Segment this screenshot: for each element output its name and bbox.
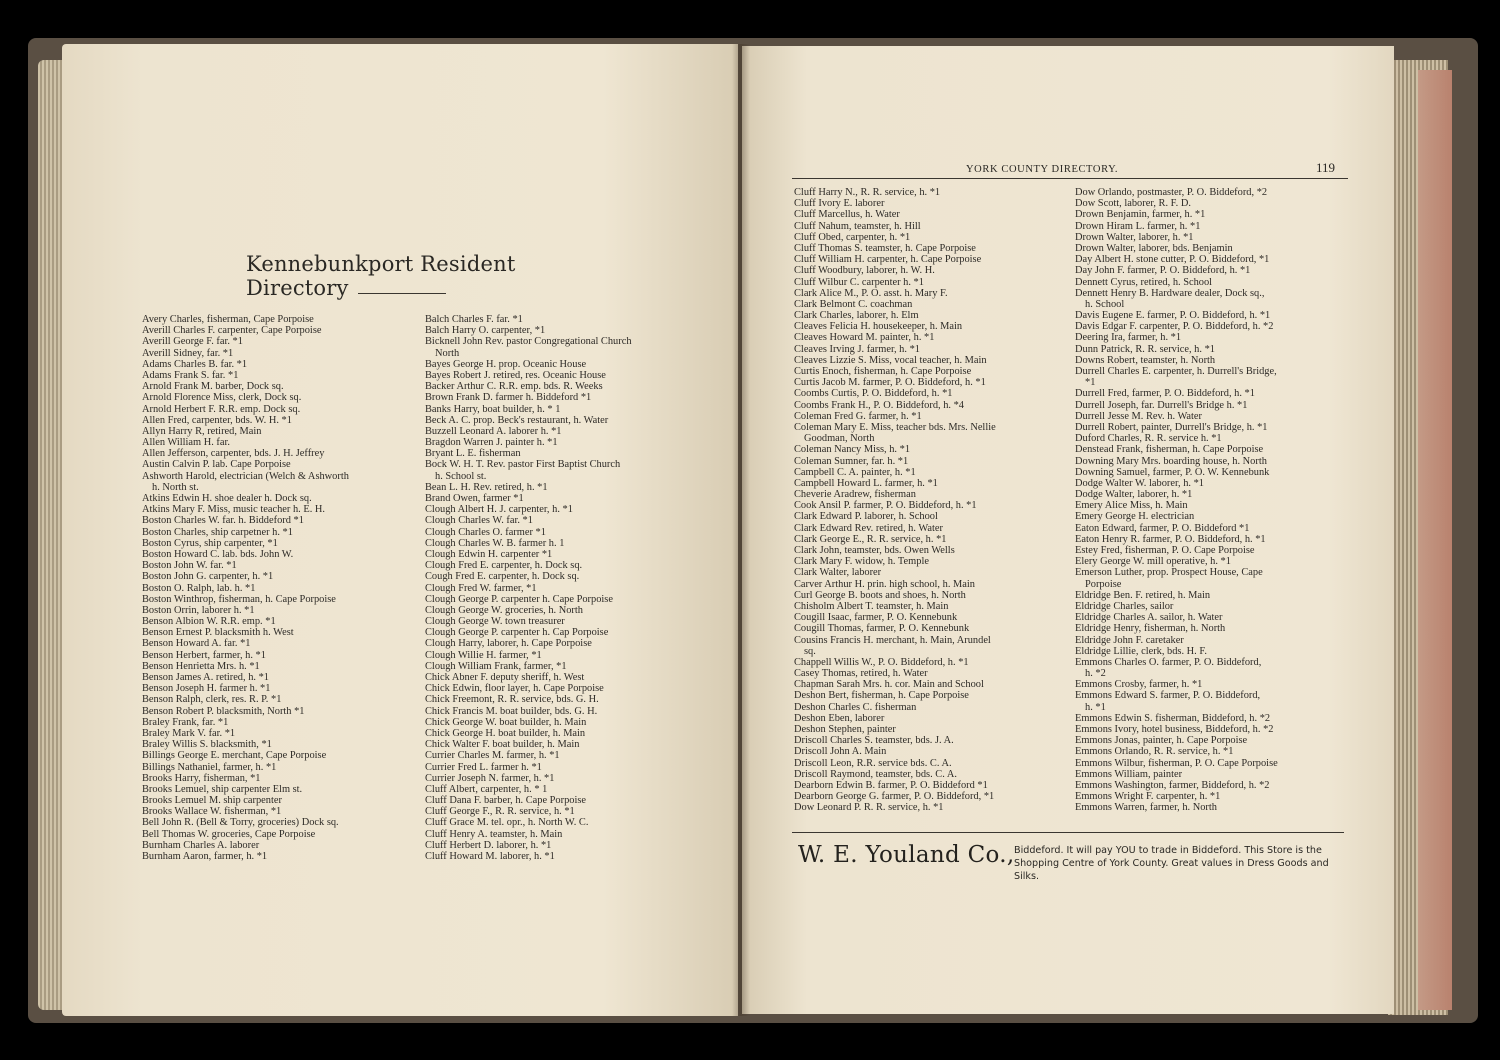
directory-entry: Chick George W. boat builder, h. Main: [425, 716, 587, 728]
directory-entry: Eldridge Charles, sailor: [1075, 600, 1174, 612]
directory-entry: Clough Albert H. J. carpenter, h. *1: [425, 504, 573, 516]
directory-entry: Bragdon Warren J. painter h. *1: [425, 437, 558, 449]
advert-rule: [792, 832, 1344, 833]
directory-entry: Bayes George H. prop. Oceanic House: [425, 358, 587, 370]
directory-entry: Cluff Dana F. barber, h. Cape Porpoise: [425, 795, 587, 807]
directory-entry: Clark George E., R. R. service, h. *1: [794, 533, 947, 545]
directory-entry: Atkins Edwin H. shoe dealer h. Dock sq.: [142, 493, 312, 504]
directory-entry: Clough Charles W. B. farmer h. 1: [425, 537, 565, 549]
directory-entry: Chappell Willis W., P. O. Biddeford, h. *1: [794, 656, 969, 668]
directory-entry: Allen William H. far.: [142, 437, 230, 449]
directory-entry: Coleman Nancy Miss, h. *1: [794, 444, 911, 456]
directory-entry: Cluff Howard M. laborer, h. *1: [425, 851, 555, 862]
directory-entry: Dennett Cyrus, retired, h. School: [1075, 276, 1213, 288]
directory-entry: Day Albert H. stone cutter, P. O. Biddeford, *1: [1075, 254, 1270, 266]
directory-entry: Balch Harry O. carpenter, *1: [425, 325, 546, 337]
directory-entry: Clough Harry, laborer, h. Cape Porpoise: [425, 638, 592, 650]
directory-entry: Allyn Harry R, retired, Main: [142, 425, 262, 437]
directory-entry: Cluff Harry N., R. R. service, h. *1: [794, 187, 941, 198]
directory-entry: Curtis Jacob M. farmer, P. O. Biddeford, h. *1: [794, 377, 986, 389]
directory-entry: Currier Fred L. farmer h. *1: [425, 761, 542, 773]
directory-entry: Chick Edwin, floor layer, h. Cape Porpoise: [425, 683, 604, 695]
directory-entry: Eaton Edward, farmer, P. O. Biddeford *1: [1075, 522, 1250, 534]
directory-entry: Campbell C. A. painter, h. *1: [794, 466, 916, 478]
directory-entry: Denstead Frank, fisherman, h. Cape Porpoise: [1075, 444, 1264, 456]
directory-entry: Cluff Marcellus, h. Water: [794, 209, 900, 221]
directory-entry: Downing Mary Mrs. boarding house, h. North: [1075, 455, 1267, 467]
directory-entry: Clough George W. town treasurer: [425, 616, 565, 628]
directory-entry: Deshon Bert, fisherman, h. Cape Porpoise: [794, 690, 969, 702]
directory-entry: Eldridge Lillie, clerk, bds. H. F.: [1075, 645, 1207, 657]
directory-entry: Deshon Eben, laborer: [794, 712, 885, 724]
directory-entry: Carver Arthur H. prin. high school, h. Main: [794, 578, 975, 590]
directory-entry: Allen Fred, carpenter, bds. W. H. *1: [142, 414, 292, 426]
directory-entry: Cougill Thomas, farmer, P. O. Kennebunk: [794, 623, 970, 635]
spine-gutter: [732, 44, 750, 1016]
directory-entry: Dennett Henry B. Hardware dealer, Dock sq.,: [1075, 287, 1265, 299]
directory-entry: Cluff Wilbur C. carpenter h. *1: [794, 276, 924, 288]
directory-entry: Emery Alice Miss, h. Main: [1075, 500, 1188, 512]
directory-entry: Arnold Frank M. barber, Dock sq.: [142, 381, 284, 393]
directory-entry: Chick George H. boat builder, h. Main: [425, 727, 586, 739]
directory-entry: Cluff Nahum, teamster, h. Hill: [794, 220, 921, 232]
right-block-edge: [1418, 70, 1452, 1010]
directory-entry: Deering Ira, farmer, h. *1: [1075, 332, 1182, 344]
directory-entry: Drown Walter, laborer, h. *1: [1075, 231, 1194, 243]
directory-entry: Clark Alice M., P. O. asst. h. Mary F.: [794, 287, 948, 299]
directory-entry: Emmons Charles O. farmer, P. O. Biddeford,: [1075, 656, 1262, 668]
left-column-1: [142, 314, 414, 862]
directory-entry: Durrell Fred, farmer, P. O. Biddeford, h. *1: [1075, 388, 1255, 400]
directory-entry: Brooks Lemuel M. ship carpenter: [142, 795, 282, 807]
directory-entry: Porpoise: [1085, 578, 1122, 590]
directory-entry: Clough Charles W. far. *1: [425, 515, 533, 527]
directory-entry: Clough Edwin H. carpenter *1: [425, 548, 553, 560]
directory-entry: Driscoll Leon, R.R. service bds. C. A.: [794, 757, 952, 769]
title-rule: [358, 293, 446, 294]
page-number: 119: [1316, 160, 1336, 175]
directory-entry: Durrell Jesse M. Rev. h. Water: [1075, 410, 1202, 422]
left-column-2: [425, 314, 700, 862]
directory-entry: Emmons Crosby, farmer, h. *1: [1075, 679, 1203, 691]
directory-entry: Elery George W. mill operative, h. *1: [1075, 556, 1231, 568]
directory-entry: Billings Nathaniel, farmer, h. *1: [142, 761, 277, 773]
directory-entry: Emmons William, painter: [1075, 768, 1183, 780]
header-rule: [792, 178, 1348, 179]
directory-entry: Dodge Walter W. laborer, h. *1: [1075, 477, 1204, 489]
directory-entry: Emmons Warren, farmer, h. North: [1075, 802, 1217, 814]
directory-entry: Chick Walter F. boat builder, h. Main: [425, 739, 580, 751]
directory-entry: Burnham Aaron, farmer, h. *1: [142, 851, 268, 862]
directory-entry: Eldridge Ben. F. retired, h. Main: [1075, 589, 1211, 601]
directory-entry: Coombs Curtis, P. O. Biddeford, h. *1: [794, 388, 953, 400]
directory-entry: Brooks Wallace W. fisherman, *1: [142, 806, 282, 818]
directory-entry: sq.: [804, 645, 816, 657]
directory-entry: Cluff Albert, carpenter, h. * 1: [425, 783, 548, 795]
directory-entry: Bell John R. (Bell & Torry, groceries) Dock sq.: [142, 817, 339, 829]
directory-entry: Cleaves Irving J. farmer, h. *1: [794, 343, 920, 355]
directory-entry: Eldridge Henry, fisherman, h. North: [1075, 623, 1226, 635]
directory-title: Kennebunkport Resident Directory: [246, 252, 516, 300]
directory-entry: Brown Frank D. farmer h. Biddeford *1: [425, 392, 592, 404]
directory-entry: Emmons Washington, farmer, Biddeford, h. *2: [1075, 779, 1270, 791]
directory-entry: Emmons Wilbur, fisherman, P. O. Cape Porpoise: [1075, 757, 1278, 769]
directory-entry: Coleman Sumner, far. h. *1: [794, 455, 909, 467]
directory-entry: Burnham Charles A. laborer: [142, 839, 260, 851]
directory-entry: Chick Abner F. deputy sheriff, h. West: [425, 672, 585, 683]
directory-entry: Cleaves Howard M. painter, h. *1: [794, 332, 935, 344]
directory-entry: Billings George E. merchant, Cape Porpoise: [142, 750, 327, 762]
directory-entry: Clark Edward P. laborer, h. School: [794, 511, 938, 523]
directory-entry: Downs Robert, teamster, h. North: [1075, 354, 1216, 366]
directory-entry: Clark Mary F. widow, h. Temple: [794, 556, 929, 568]
directory-entry: Casey Thomas, retired, h. Water: [794, 668, 928, 680]
directory-entry: h. School st.: [435, 470, 487, 482]
directory-entry: Emmons Jonas, painter, h. Cape Porpoise: [1075, 735, 1248, 747]
directory-entry: Clough George W. groceries, h. North: [425, 604, 583, 616]
directory-entry: Cluff George F., R. R. service, h. *1: [425, 806, 575, 818]
directory-entry: Cluff Herbert D. laborer, h. *1: [425, 839, 552, 851]
directory-entry: Currier Joseph N. farmer, h. *1: [425, 772, 555, 784]
directory-entry: Bryant L. E. fisherman: [425, 448, 521, 460]
directory-entry: Boston O. Ralph, lab. h. *1: [142, 582, 256, 594]
directory-entry: Dow Orlando, postmaster, P. O. Biddeford, *2: [1075, 187, 1268, 198]
directory-entry: Clark Edward Rev. retired, h. Water: [794, 522, 943, 534]
directory-entry: Duford Charles, R. R. service h. *1: [1075, 433, 1222, 445]
right-column-2: [1075, 187, 1350, 814]
directory-entry: Boston John W. far. *1: [142, 560, 237, 572]
directory-entry: Arnold Florence Miss, clerk, Dock sq.: [142, 392, 302, 404]
directory-entry: h. *1: [1085, 701, 1106, 713]
directory-entry: Cousins Francis H. merchant, h. Main, Arundel: [794, 634, 991, 646]
directory-entry: Clough George P. carpenter h. Cape Porpoise: [425, 593, 613, 605]
directory-entry: Ashworth Harold, electrician (Welch & Ashworth: [142, 470, 349, 482]
directory-entry: Coleman Mary E. Miss, teacher bds. Mrs. Nellie: [794, 421, 996, 433]
directory-entry: *1: [1085, 377, 1096, 389]
directory-entry: Durrell Charles E. carpenter, h. Durrell's Bridge,: [1075, 366, 1277, 377]
directory-entry: Currier Charles M. farmer, h. *1: [425, 750, 560, 762]
directory-entry: Eldridge John F. caretaker: [1075, 634, 1184, 646]
directory-entry: Driscoll Raymond, teamster, bds. C. A.: [794, 768, 957, 780]
directory-entry: Emmons Edwin S. fisherman, Biddeford, h. *2: [1075, 712, 1271, 724]
directory-entry: Dodge Walter, laborer, h. *1: [1075, 489, 1193, 501]
directory-entry: Brooks Lemuel, ship carpenter Elm st.: [142, 783, 303, 795]
directory-entry: Averill George F. far. *1: [142, 336, 243, 348]
advert-company-name: W. E. Youland Co.,: [798, 842, 1015, 868]
directory-entry: Clough Fred W. farmer, *1: [425, 582, 537, 594]
directory-entry: Driscoll John A. Main: [794, 746, 887, 758]
directory-entry: Averill Charles F. carpenter, Cape Porpoise: [142, 325, 322, 337]
directory-entry: Goodman, North: [804, 433, 875, 445]
directory-entry: Cook Ansil P. farmer, P. O. Biddeford, h. *1: [794, 500, 977, 512]
directory-entry: Clough George P. carpenter h. Cap Porpoise: [425, 627, 609, 639]
directory-entry: h. North st.: [152, 481, 199, 493]
directory-entry: Curtis Enoch, fisherman, h. Cape Porpoise: [794, 366, 972, 377]
directory-entry: Cluff Obed, carpenter, h. *1: [794, 231, 911, 243]
directory-entry: Boston Howard C. lab. bds. John W.: [142, 548, 294, 560]
directory-entry: Boston Orrin, laborer h. *1: [142, 604, 255, 616]
directory-entry: Clough Willie H. farmer, *1: [425, 649, 542, 661]
directory-entry: Bock W. H. T. Rev. pastor First Baptist Church: [425, 459, 621, 471]
directory-entry: Davis Edgar F. carpenter, P. O. Biddeford, h. *2: [1075, 321, 1274, 333]
directory-entry: Chapman Sarah Mrs. h. cor. Main and School: [794, 679, 984, 691]
directory-entry: Emmons Orlando, R. R. service, h. *1: [1075, 746, 1234, 758]
directory-entry: Curl George B. boots and shoes, h. North: [794, 589, 966, 601]
directory-entry: Emerson Luther, prop. Prospect House, Cape: [1075, 567, 1263, 579]
directory-entry: Austin Calvin P. lab. Cape Porpoise: [142, 459, 291, 471]
directory-entry: North: [435, 347, 460, 359]
directory-entry: Driscoll Charles S. teamster, bds. J. A.: [794, 735, 954, 747]
directory-entry: Benson Joseph H. farmer h. *1: [142, 683, 271, 695]
directory-entry: Emmons Wright F. carpenter, h. *1: [1075, 791, 1221, 803]
directory-entry: Deshon Charles C. fisherman: [794, 701, 917, 713]
directory-entry: Emery George H. electrician: [1075, 511, 1195, 523]
directory-entry: Chisholm Albert T. teamster, h. Main: [794, 600, 949, 612]
directory-entry: Boston Charles W. far. h. Biddeford *1: [142, 515, 304, 527]
directory-entry: Drown Walter, laborer, bds. Benjamin: [1075, 242, 1233, 254]
directory-entry: Dow Scott, laborer, R. F. D.: [1075, 198, 1191, 210]
directory-entry: Clough Charles O. farmer *1: [425, 526, 546, 538]
directory-entry: Benson James A. retired, h. *1: [142, 672, 269, 683]
advert-text: Biddeford. It will pay YOU to trade in Biddeford. This Store is the Shopping Centre of York County. Great values in Dress Goods and Silks.: [1014, 845, 1329, 882]
directory-entry: Emmons Edward S. farmer, P. O. Biddeford,: [1075, 690, 1261, 702]
directory-entry: Deshon Stephen, painter: [794, 724, 896, 735]
directory-entry: Eaton Henry R. farmer, P. O. Biddeford, h. *1: [1075, 533, 1266, 545]
directory-entry: Cleaves Felicia H. housekeeper, h. Main: [794, 321, 963, 333]
directory-entry: Cluff Ivory E. laborer: [794, 198, 885, 210]
directory-entry: Banks Harry, boat builder, h. * 1: [425, 403, 561, 415]
directory-entry: Arnold Herbert F. R.R. emp. Dock sq.: [142, 403, 301, 415]
directory-entry: Brooks Harry, fisherman, *1: [142, 772, 261, 784]
directory-entry: Clark John, teamster, bds. Owen Wells: [794, 545, 955, 556]
directory-entry: Cough Fred E. carpenter, h. Dock sq.: [425, 571, 580, 583]
directory-entry: Boston John G. carpenter, h. *1: [142, 571, 274, 583]
directory-entry: Durrell Robert, painter, Durrell's Bridge, h. *1: [1075, 421, 1268, 433]
directory-entry: Drown Hiram L. farmer, h. *1: [1075, 220, 1201, 232]
directory-entry: Cougill Isaac, farmer, P. O. Kennebunk: [794, 612, 958, 624]
directory-entry: Braley Frank, far. *1: [142, 716, 229, 728]
directory-entry: Avery Charles, fisherman, Cape Porpoise: [142, 314, 314, 325]
directory-entry: Benson Ernest P. blacksmith h. West: [142, 627, 294, 639]
directory-entry: Downing Samuel, farmer, P. O. W. Kennebunk: [1075, 466, 1270, 478]
directory-entry: Clark Belmont C. coachman: [794, 298, 913, 310]
directory-entry: Emmons Ivory, hotel business, Biddeford, h. *2: [1075, 724, 1274, 735]
directory-entry: Dearborn Edwin B. farmer, P. O. Biddeford *1: [794, 779, 988, 791]
directory-entry: Allen Jefferson, carpenter, bds. J. H. Jeffrey: [142, 448, 325, 460]
directory-entry: Benson Herbert, farmer, h. *1: [142, 649, 266, 661]
directory-entry: Clark Walter, laborer: [794, 567, 882, 579]
directory-entry: Beck A. C. prop. Beck's restaurant, h. Water: [425, 414, 609, 426]
directory-entry: Bell Thomas W. groceries, Cape Porpoise: [142, 828, 316, 840]
directory-entry: Adams Frank S. far. *1: [142, 369, 239, 381]
directory-entry: Drown Benjamin, farmer, h. *1: [1075, 209, 1206, 221]
directory-entry: Balch Charles F. far. *1: [425, 314, 523, 325]
directory-entry: Clark Charles, laborer, h. Elm: [794, 310, 919, 322]
directory-entry: Estey Fred, fisherman, P. O. Cape Porpoise: [1075, 545, 1255, 556]
directory-entry: Boston Cyrus, ship carpenter, *1: [142, 537, 278, 549]
directory-entry: Adams Charles B. far. *1: [142, 358, 248, 370]
directory-entry: Benson Robert P. blacksmith, North *1: [142, 705, 305, 717]
directory-entry: Davis Eugene E. farmer, P. O. Biddeford, h. *1: [1075, 310, 1271, 322]
directory-entry: Cluff Woodbury, laborer, h. W. H.: [794, 265, 935, 277]
directory-entry: Cluff Grace M. tel. opr., h. North W. C.: [425, 817, 589, 829]
directory-entry: Cleaves Lizzie S. Miss, vocal teacher, h. Main: [794, 354, 987, 366]
directory-entry: Brand Owen, farmer *1: [425, 493, 524, 504]
directory-entry: Buzzell Leonard A. laborer h. *1: [425, 425, 562, 437]
directory-entry: Cluff William H. carpenter, h. Cape Porpoise: [794, 254, 982, 266]
directory-entry: Clough Fred E. carpenter, h. Dock sq.: [425, 560, 583, 572]
directory-entry: Bean L. H. Rev. retired, h. *1: [425, 481, 548, 493]
directory-entry: Backer Arthur C. R.R. emp. bds. R. Weeks: [425, 381, 603, 393]
directory-entry: Atkins Mary F. Miss, music teacher h. E. H.: [142, 504, 326, 516]
directory-entry: Cheverie Aradrew, fisherman: [794, 489, 916, 501]
directory-entry: Chick Francis M. boat builder, bds. G. H.: [425, 705, 598, 717]
directory-entry: Braley Willis S. blacksmith, *1: [142, 739, 272, 751]
directory-entry: Coleman Fred G. farmer, h. *1: [794, 410, 922, 422]
directory-entry: Durrell Joseph, far. Durrell's Bridge h. *1: [1075, 399, 1248, 411]
running-head: YORK COUNTY DIRECTORY.: [966, 164, 1119, 175]
directory-entry: Benson Albion W. R.R. emp. *1: [142, 616, 276, 628]
right-column-1: [794, 187, 1066, 814]
directory-entry: Boston Winthrop, fisherman, h. Cape Porpoise: [142, 593, 336, 605]
directory-entry: Averill Sidney, far. *1: [142, 347, 234, 359]
directory-entry: h. *2: [1085, 668, 1106, 680]
directory-entry: Benson Ralph, clerk, res. R. P. *1: [142, 694, 282, 706]
directory-entry: Bicknell John Rev. pastor Congregational Church: [425, 336, 632, 348]
directory-entry: Chick Freemont, R. R. service, bds. G. H.: [425, 694, 599, 706]
directory-entry: Braley Mark V. far. *1: [142, 727, 236, 739]
directory-entry: Benson Henrietta Mrs. h. *1: [142, 660, 260, 672]
directory-entry: h. School: [1085, 298, 1125, 310]
directory-entry: Cluff Thomas S. teamster, h. Cape Porpoise: [794, 242, 976, 254]
directory-entry: Clough William Frank, farmer, *1: [425, 660, 567, 672]
directory-entry: Campbell Howard L. farmer, h. *1: [794, 477, 938, 489]
directory-entry: Eldridge Charles A. sailor, h. Water: [1075, 612, 1223, 624]
directory-entry: Boston Charles, ship carpetner h. *1: [142, 526, 293, 538]
directory-entry: Bayes Robert J. retired, res. Oceanic House: [425, 369, 606, 381]
directory-entry: Coombs Frank H., P. O. Biddeford, h. *4: [794, 399, 965, 411]
directory-entry: Dunn Patrick, R. R. service, h. *1: [1075, 343, 1215, 355]
directory-entry: Day John F. farmer, P. O. Biddeford, h. *1: [1075, 265, 1251, 277]
directory-entry: Benson Howard A. far. *1: [142, 638, 251, 650]
directory-entry: Dow Leonard P. R. R. service, h. *1: [794, 802, 944, 814]
directory-entry: Cluff Henry A. teamster, h. Main: [425, 828, 563, 840]
directory-entry: Dearborn George G. farmer, P. O. Biddeford, *1: [794, 791, 995, 803]
